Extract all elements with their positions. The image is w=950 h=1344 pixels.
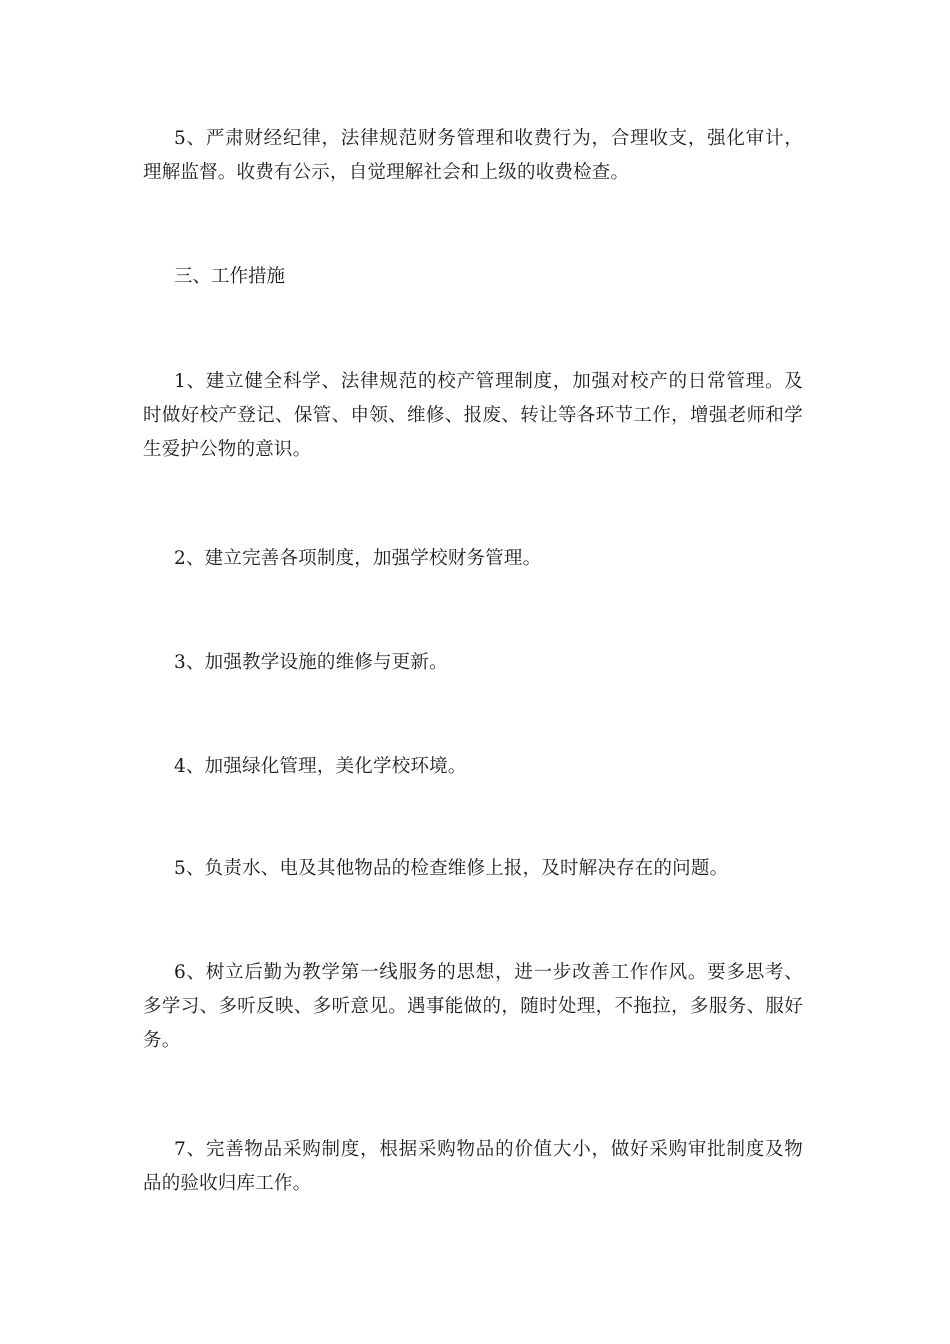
paragraph-measure-2: 2、建立完善各项制度，加强学校财务管理。 xyxy=(174,548,542,569)
paragraph-measure-3: 3、加强教学设施的维修与更新。 xyxy=(174,652,448,673)
paragraph-measure-7: 7、完善物品采购制度，根据采购物品的价值大小，做好采购审批制度及物品的验收归库工作。 xyxy=(143,1139,803,1194)
paragraph-measure-6: 6、树立后勤为教学第一线服务的思想，进一步改善工作作风。要多思考、多学习、多听反映、多听意见。遇事能做的，随时处理，不拖拉，多服务、服好务。 xyxy=(143,962,803,1051)
paragraph-measure-5: 5、负责水、电及其他物品的检查维修上报，及时解决存在的问题。 xyxy=(174,858,729,879)
paragraph-measure-4: 4、加强绿化管理，美化学校环境。 xyxy=(174,756,467,777)
paragraph-measure-1: 1、建立健全科学、法律规范的校产管理制度，加强对校产的日常管理。及时做好校产登记、保管、申领、维修、报废、转让等各环节工作，增强老师和学生爱护公物的意识。 xyxy=(143,371,803,460)
paragraph-finance-discipline: 5、严肃财经纪律，法律规范财务管理和收费行为，合理收支，强化审计，理解监督。收费有公示，自觉理解社会和上级的收费检查。 xyxy=(143,128,803,183)
section-heading-work-measures: 三、工作措施 xyxy=(174,266,286,287)
